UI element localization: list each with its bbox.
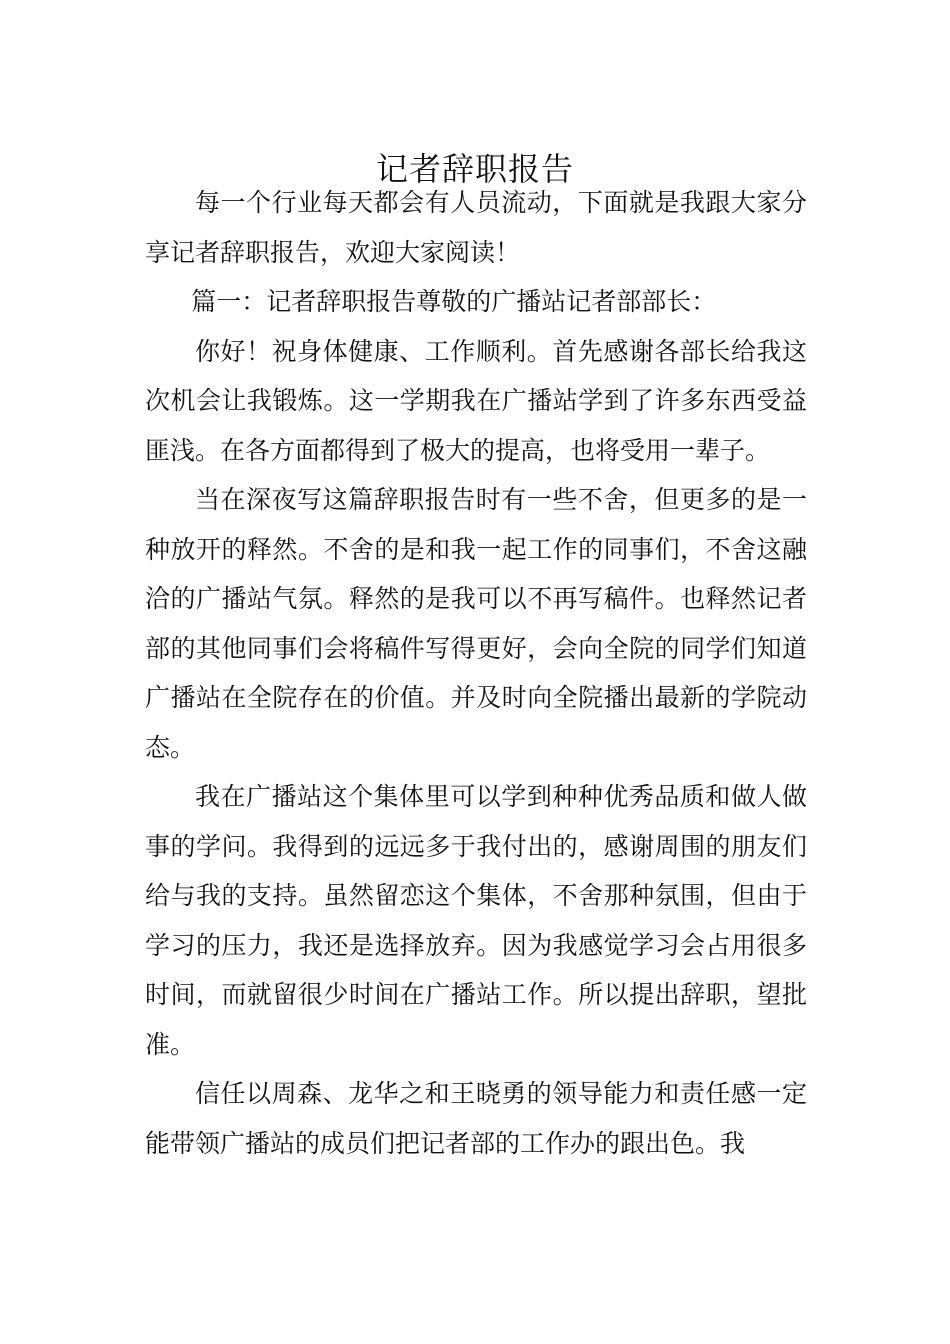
section-heading: 篇一：记者辞职报告尊敬的广播站记者部部长： [191, 287, 717, 316]
intro-paragraph: 每一个行业每天都会有人员流动，下面就是我跟大家分享记者辞职报告，欢迎大家阅读！ [145, 188, 807, 267]
document-title: 记者辞职报告 [375, 150, 574, 189]
body-paragraph: 我在广播站这个集体里可以学到种种优秀品质和做人做事的学问。我得到的远远多于我付出的，感谢周围的朋友们给与我的支持。虽然留恋这个集体，不舍那种氛围，但由于学习的压力，我还是选择放弃。因为我感觉学习会占用很多时间，而就留很少时间在广播站工作。所以提出辞职，望批准。 [145, 782, 807, 1059]
body-paragraph: 当在深夜写这篇辞职报告时有一些不舍，但更多的是一种放开的释然。不舍的是和我一起工作的同事们，不舍这融洽的广播站气氛。释然的是我可以不再写稿件。也释然记者部的其他同事们会将稿件写得更好，会向全院的同学们知道广播站在全院存在的价值。并及时向全院播出最新的学院动态。 [145, 485, 807, 762]
body-paragraph: 你好！祝身体健康、工作顺利。首先感谢各部长给我这次机会让我锻炼。这一学期我在广播站学到了许多东西受益匪浅。在各方面都得到了极大的提高，也将受用一辈子。 [145, 336, 807, 465]
document-body [145, 178, 807, 1168]
body-paragraph: 信任以周森、龙华之和王晓勇的领导能力和责任感一定能带领广播站的成员们把记者部的工作办的跟出色。我 [145, 1079, 807, 1158]
